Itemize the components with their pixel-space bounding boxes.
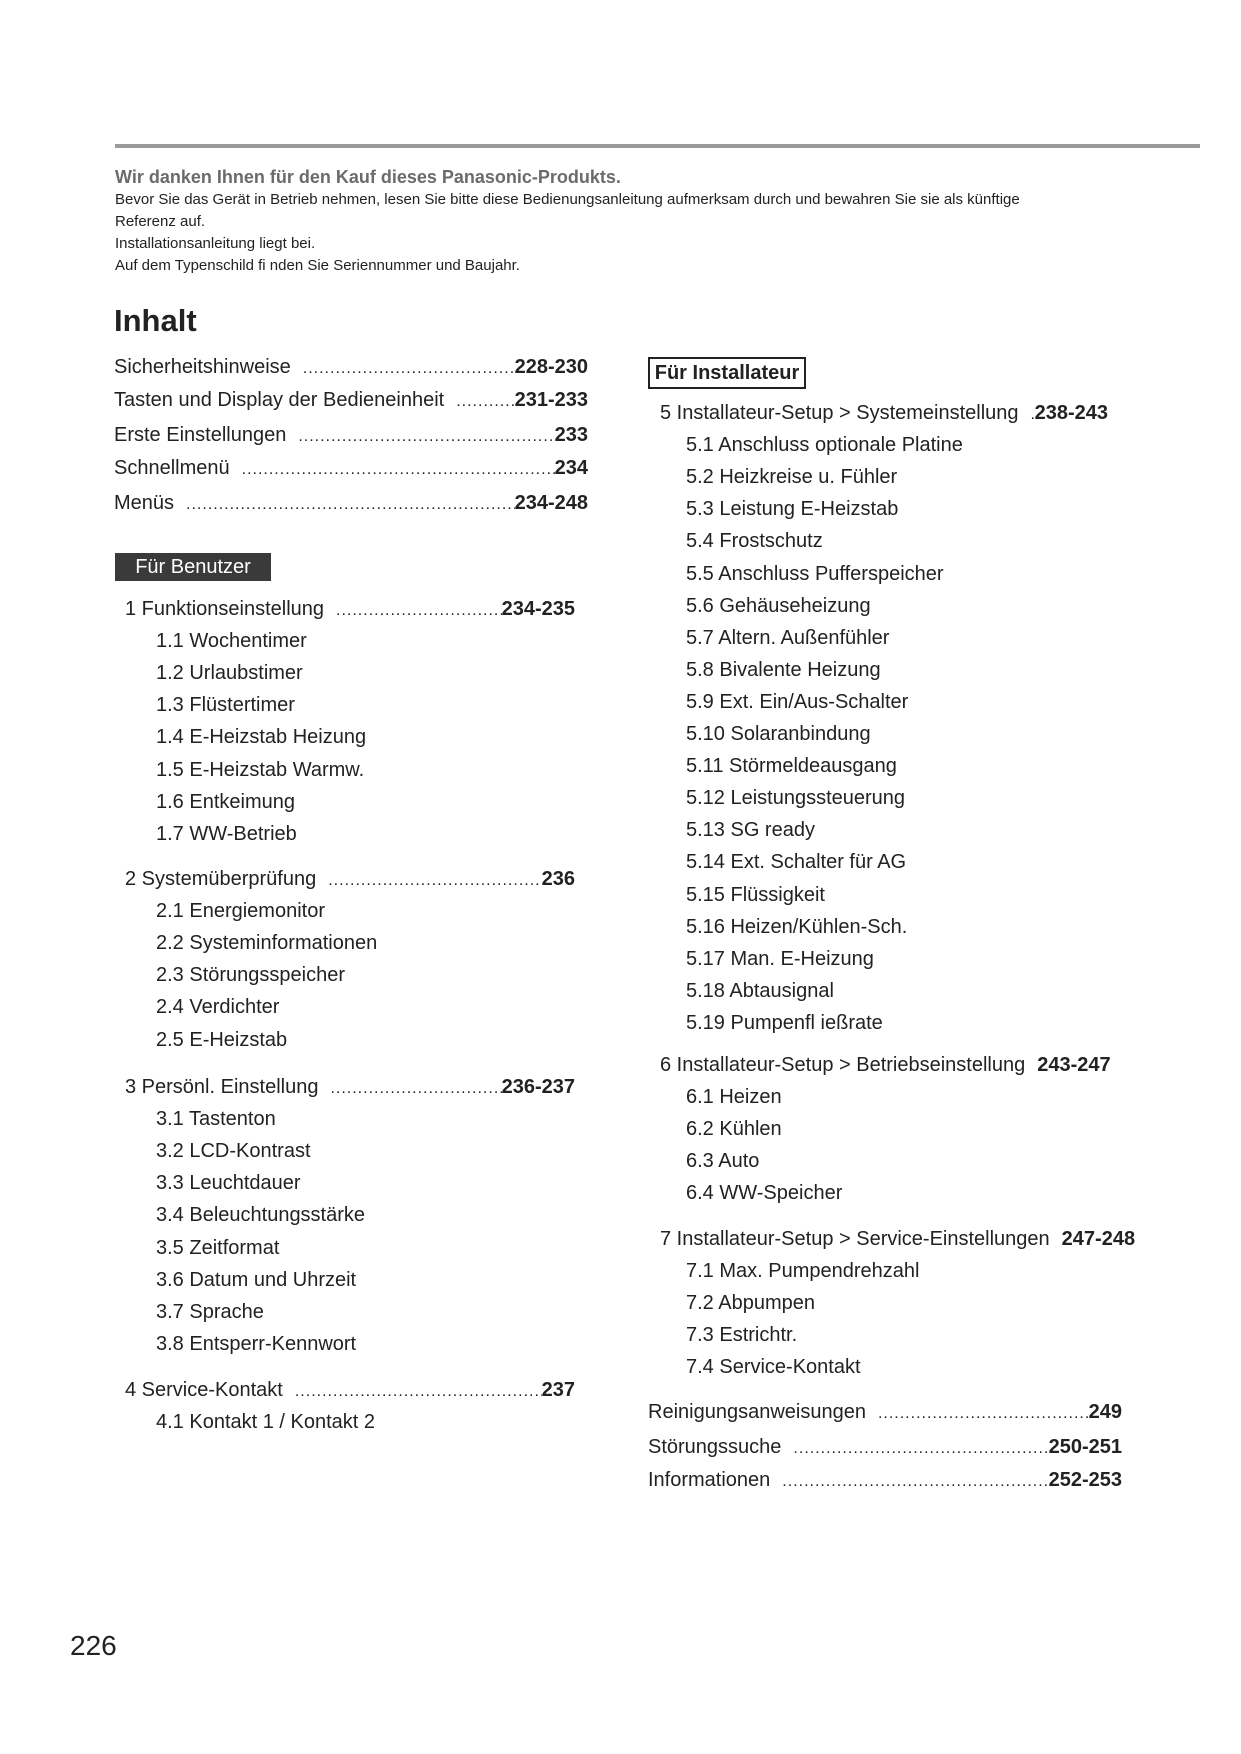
toc-entry-label: Reinigungsanweisungen bbox=[648, 1401, 866, 1423]
toc-entry-label: 1 Funktionseinstellung bbox=[125, 598, 325, 620]
toc-subentry: 1.7 WW-Betrieb bbox=[156, 822, 297, 845]
toc-subentry: 3.5 Zeitformat bbox=[156, 1236, 280, 1259]
toc-entry-page: 252-253 bbox=[1048, 1469, 1122, 1491]
toc-subentry: 4.1 Kontakt 1 / Kontakt 2 bbox=[156, 1411, 376, 1434]
leader-dots bbox=[782, 1469, 1048, 1495]
leader-dots bbox=[793, 1436, 1048, 1462]
toc-entry-label: 6 Installateur-Setup > Betriebseinstellung bbox=[660, 1054, 1026, 1076]
toc-subentry: 2.4 Verdichter bbox=[156, 996, 280, 1019]
toc-subentry: 5.12 Leistungssteuerung bbox=[686, 787, 906, 810]
toc-entry-page: 237 bbox=[541, 1379, 575, 1401]
intro-line: Referenz auf. bbox=[115, 213, 206, 230]
toc-subentry: 7.1 Max. Pumpendrehzahl bbox=[686, 1260, 920, 1283]
toc-subentry: 3.4 Beleuchtungsstärke bbox=[156, 1204, 366, 1227]
leader-dots bbox=[878, 1401, 1089, 1427]
toc-entry-page: 228-230 bbox=[514, 356, 588, 378]
toc-subentry: 5.15 Flüssigkeit bbox=[686, 883, 825, 906]
page-number: 226 bbox=[70, 1630, 117, 1661]
intro-line: Installationsanleitung liegt bei. bbox=[115, 235, 316, 252]
toc-subentry: 5.7 Altern. Außenfühler bbox=[686, 626, 890, 649]
toc-subentry: 5.16 Heizen/Kühlen-Sch. bbox=[686, 915, 908, 938]
user-section-badge: Für Benutzer bbox=[115, 553, 271, 581]
toc-subentry: 2.1 Energiemonitor bbox=[156, 900, 325, 923]
toc-subentry: 1.2 Urlaubstimer bbox=[156, 662, 303, 685]
toc-section bbox=[660, 400, 1108, 428]
toc-section bbox=[125, 866, 575, 894]
toc-subentry: 5.1 Anschluss optionale Platine bbox=[686, 434, 963, 457]
toc-subentry: 5.19 Pumpenfl ießrate bbox=[686, 1011, 883, 1034]
toc-entry bbox=[114, 455, 588, 483]
toc-section bbox=[660, 1226, 1136, 1254]
toc-subentry: 6.4 WW-Speicher bbox=[686, 1182, 843, 1205]
toc-subentry: 3.1 Tastenton bbox=[156, 1108, 276, 1131]
installer-section-badge: Für Installateur bbox=[648, 357, 806, 389]
leader-dots bbox=[303, 356, 515, 382]
leader-dots bbox=[186, 492, 515, 518]
toc-subentry: 2.3 Störungsspeicher bbox=[156, 964, 346, 987]
toc-entry bbox=[114, 490, 588, 518]
toc-subentry: 5.5 Anschluss Pufferspeicher bbox=[686, 562, 944, 585]
toc-section bbox=[125, 596, 575, 624]
toc-entry-label: 5 Installateur-Setup > Systemeinstellung bbox=[660, 402, 1019, 424]
toc-section bbox=[125, 1377, 575, 1405]
toc-subentry: 5.10 Solaranbindung bbox=[686, 723, 871, 745]
toc-entry-page: 247-248 bbox=[1061, 1228, 1136, 1250]
toc-subentry: 6.3 Auto bbox=[686, 1150, 760, 1173]
toc-entry-label: 3 Persönl. Einstellung bbox=[125, 1076, 319, 1098]
toc-entry bbox=[648, 1399, 1122, 1427]
page-title: Inhalt bbox=[114, 303, 197, 338]
toc-entry bbox=[114, 387, 588, 415]
toc-entry-page: 249 bbox=[1088, 1401, 1122, 1423]
toc-subentry: 5.2 Heizkreise u. Fühler bbox=[686, 466, 898, 489]
toc-subentry: 7.4 Service-Kontakt bbox=[686, 1356, 861, 1379]
toc-entry bbox=[648, 1467, 1122, 1495]
toc-entry-page: 236 bbox=[541, 868, 575, 890]
toc-subentry: 3.6 Datum und Uhrzeit bbox=[156, 1268, 357, 1291]
toc-subentry: 3.2 LCD-Kontrast bbox=[156, 1140, 311, 1163]
leader-dots bbox=[456, 389, 514, 415]
toc-subentry: 2.2 Systeminformationen bbox=[156, 932, 378, 955]
leader-dots bbox=[298, 424, 554, 450]
toc-subentry: 1.4 E-Heizstab Heizung bbox=[156, 726, 367, 749]
toc-entry-label: Menüs bbox=[114, 492, 175, 514]
toc-entry-page: 231-233 bbox=[514, 389, 588, 411]
leader-dots bbox=[330, 1076, 501, 1102]
toc-entry-page: 234-235 bbox=[501, 598, 575, 620]
intro-line: Auf dem Typenschild fi nden Sie Seriennummer und Baujahr. bbox=[115, 257, 520, 274]
intro-line: Bevor Sie das Gerät in Betrieb nehmen, lesen Sie bitte diese Bedienungsanleitung aufmerksam durch und bewahren Sie sie als künftige bbox=[115, 191, 1020, 208]
toc-entry-label: Schnellmenü bbox=[114, 457, 230, 479]
toc-entry-label: Informationen bbox=[648, 1469, 771, 1491]
toc-entry-page: 234-248 bbox=[514, 492, 588, 514]
toc-entry-page: 243-247 bbox=[1037, 1054, 1111, 1076]
toc-subentry: 1.6 Entkeimung bbox=[156, 790, 295, 813]
toc-subentry: 1.1 Wochentimer bbox=[156, 630, 307, 653]
toc-subentry: 6.2 Kühlen bbox=[686, 1118, 782, 1141]
toc-section bbox=[125, 1074, 575, 1102]
toc-subentry: 1.3 Flüstertimer bbox=[156, 694, 295, 717]
toc-subentry: 5.8 Bivalente Heizung bbox=[686, 658, 881, 681]
toc-entry-page: 236-237 bbox=[501, 1076, 575, 1098]
toc-entry bbox=[114, 354, 588, 382]
toc-subentry: 3.7 Sprache bbox=[156, 1300, 264, 1323]
toc-entry-label: Tasten und Display der Bedieneinheit bbox=[114, 389, 445, 411]
toc-subentry: 3.8 Entsperr-Kennwort bbox=[156, 1332, 357, 1355]
toc-subentry: 5.6 Gehäuseheizung bbox=[686, 594, 871, 617]
toc-entry-label: 2 Systemüberprüfung bbox=[125, 868, 317, 890]
leader-dots bbox=[242, 457, 555, 483]
leader-dots bbox=[336, 598, 502, 624]
toc-subentry: 7.2 Abpumpen bbox=[686, 1292, 815, 1315]
toc-entry-page: 250-251 bbox=[1048, 1436, 1122, 1458]
leader-dots bbox=[295, 1379, 542, 1405]
leader-dots bbox=[328, 868, 541, 894]
toc-entry-label: Erste Einstellungen bbox=[114, 424, 287, 446]
toc-subentry: 5.9 Ext. Ein/Aus-Schalter bbox=[686, 690, 909, 713]
toc-entry-label: 7 Installateur-Setup > Service-Einstellungen bbox=[660, 1228, 1050, 1250]
toc-section bbox=[660, 1052, 1111, 1080]
toc-subentry: 5.18 Abtausignal bbox=[686, 979, 834, 1002]
toc-entry-label: Störungssuche bbox=[648, 1436, 782, 1458]
toc-entry-label: Sicherheitshinweise bbox=[114, 356, 291, 378]
toc-subentry: 1.5 E-Heizstab Warmw. bbox=[156, 758, 365, 781]
toc-subentry: 5.11 Störmeldeausgang bbox=[686, 755, 897, 778]
toc-subentry: 5.13 SG ready bbox=[686, 819, 815, 842]
toc-entry bbox=[114, 422, 588, 450]
toc-entry-page: 233 bbox=[554, 424, 588, 446]
toc-subentry: 5.14 Ext. Schalter für AG bbox=[686, 851, 907, 874]
toc-entry-page: 238-243 bbox=[1034, 402, 1108, 424]
toc-entry-page: 234 bbox=[554, 457, 588, 479]
toc-entry-label: 4 Service-Kontakt bbox=[125, 1379, 283, 1401]
thanks-heading: Wir danken Ihnen für den Kauf dieses Panasonic-Produkts. bbox=[115, 167, 621, 187]
toc-subentry: 5.3 Leistung E-Heizstab bbox=[686, 498, 899, 521]
toc-subentry: 6.1 Heizen bbox=[686, 1086, 782, 1109]
toc-subentry: 5.4 Frostschutz bbox=[686, 530, 823, 553]
toc-entry bbox=[648, 1434, 1122, 1462]
intro-block bbox=[115, 165, 1115, 277]
toc-subentry: 7.3 Estrichtr. bbox=[686, 1324, 798, 1347]
toc-subentry: 5.17 Man. E-Heizung bbox=[686, 947, 874, 970]
toc-subentry: 2.5 E-Heizstab bbox=[156, 1028, 288, 1051]
toc-subentry: 3.3 Leuchtdauer bbox=[156, 1172, 301, 1195]
header-rule bbox=[115, 144, 1200, 148]
